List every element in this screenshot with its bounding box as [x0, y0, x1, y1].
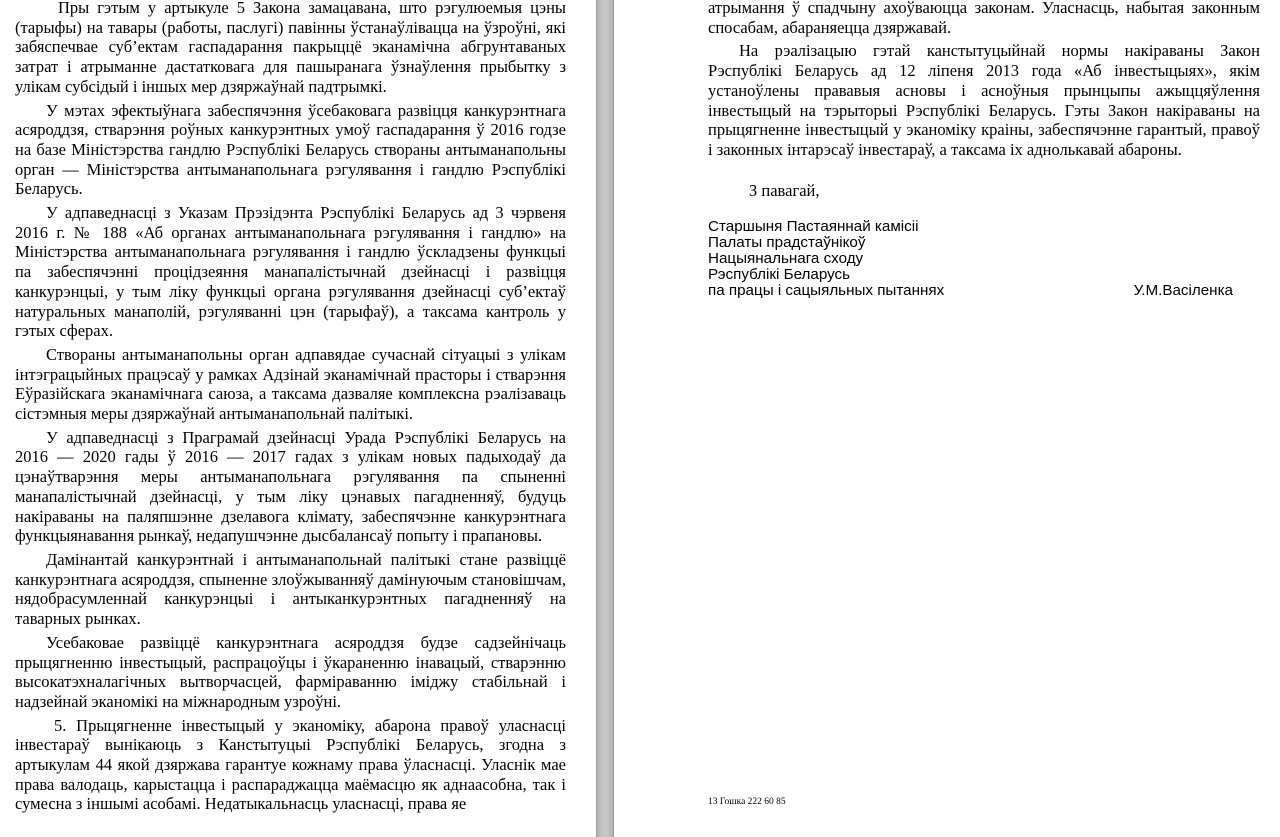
- paragraph: У адпаведнасці з Праграмай дзейнасці Урада Рэспублікі Беларусь на 2016 — 2020 гады ў 2016 — 2017 гадах з улікам новых падыходаў да цэнаўтварэння меры антыманапольнага рэгулявання па спыненні манапалістычнай дзейнасці, у тым ліку цэнавых пагадненняў, будуць накіраваны на паляпшэнне дзелавога клімату, забеспячэнне канкурэнтнага функцыянавання рынкаў, недапушчэнне дысбалансаў попыту і прапановы.: [15, 427, 566, 546]
- signature-last-line: [708, 283, 1233, 299]
- page-gutter: [596, 0, 614, 837]
- closing-salutation: З павагай,: [749, 181, 820, 200]
- paragraph: Усебаковае развіццё канкурэнтнага асяроддзя будзе садзейнічаць прыцягненню інвестыцый, распрацоўцы і ўкараненню інавацый, стварэнню высокатэхналагічных вытворчасцей, фарміраванню іміджу стабільнай і надзейнай эканомікі на міжнародным узроўні.: [15, 632, 566, 711]
- paragraph: Створаны антыманапольны орган адпавядае сучаснай сітуацыі з улікам інтэграцыйных працэсаў у рамках Адзінай эканамічнай прасторы і стварэння Еўразійскага эканамічнага саюза, а таксама дазваляе комплексна рэалізаваць сістэмныя меры дзяржаўнай антыманапольнай палітыкі.: [15, 344, 566, 424]
- signature-line: Рэспублікі Беларусь: [708, 266, 851, 283]
- paragraph: Пры гэтым у артыкуле 5 Закона замацавана, што рэгулюемыя цэны (тарыфы) на тавары (работы, паслугі) павінны ўстанаўлівацца на ўзроўні, які забяспечвае суб’ектам гаспадарання пакрыццё эканамічна абгрунтаваных затрат і атрыманне дастатковага для пашыранага ўзнаўлення прыбытку з улікам субсідый і іншых мер дзяржаўнай падтрымкі.: [15, 0, 566, 96]
- left-text-column: [15, 0, 566, 818]
- paragraph: 5. Прыцягненне інвестыцый у эканоміку, абарона правоў уласнасці інвестараў вынікаюць з Канстытуцыі Рэспублікі Беларусь, згодна з артыкулам 44 якой дзяржава гарантуе кожнаму права ўласнасці. Уласнік мае права валодаць, карыстацца і распараджацца маёмасцю як аднаасобна, так і сумесна з іншымі асобамі. Недатыкальнасць уласнасці, права яе: [15, 715, 566, 814]
- signature-line: Старшыня Пастаяннай камісіі: [708, 218, 919, 235]
- footer-note: 13 Гошка 222 60 85: [708, 797, 786, 807]
- paragraph: На рэалізацыю гэтай канстытуцыйнай нормы накіраваны Закон Рэспублікі Беларусь ад 12 ліпеня 2013 года «Аб інвестыцыях», якім устаноўлены прававыя асновы і асноўныя прынцыпы ажыццяўлення інвестыцый на тэрыторыі Рэспублікі Беларусь. Гэты Закон накіраваны на прыцягненне інвестыцый у эканоміку краіны, забеспячэнне гарантый, правоў і законных інтарэсаў інвестараў, а таксама іх аднолькавай абароны.: [708, 41, 1260, 159]
- document-page-left: [0, 0, 596, 837]
- paragraph: атрымання ў спадчыну ахоўваюцца законам. Уласнасць, набытая законным спосабам, абараняецца дзяржавай.: [708, 0, 1260, 37]
- document-page-right: [614, 0, 1280, 837]
- signature-block: [708, 219, 1233, 299]
- signer-name: У.М.Васіленка: [1133, 282, 1233, 299]
- paragraph: У адпаведнасці з Указам Прэзідэнта Рэспублікі Беларусь ад 3 чэрвеня 2016 г. № 188 «Аб органах антыманапольнага рэгулявання і гандлю» на Міністэрства антыманапольнага рэгулявання і гандлю ўскладзены функцыі па забеспячэнні процідзеяння манапалістычнай дзейнасці і развіцця канкурэнцыі, у тым ліку функцыі органа рэгулявання дзейнасці суб’ектаў натуральных манаполій, рэгуляванні цэн (тарыфаў), а таксама кантроль у гэтых сферах.: [15, 203, 566, 341]
- signature-title: па працы і сацыяльных пытаннях: [708, 282, 945, 299]
- right-text-column: [708, 0, 1260, 164]
- paragraph: Дамінантай канкурэнтнай і антыманапольнай палітыкі стане развіццё канкурэнтнага асяроддзя, спыненне злоўжыванняў дамінуючым становішчам, нядобрасумленнай канкурэнцыі і антыканкурэнтных пагадненняў на таварных рынках.: [15, 549, 566, 629]
- paragraph: У мэтах эфектыўнага забеспячэння ўсебаковага развіцця канкурэнтнага асяроддзя, стварэння роўных канкурэнтных умоў гаспадарання ў 2016 годзе на базе Міністэрства гандлю Рэспублікі Беларусь створаны антыманапольны орган — Міністэрства антыманапольнага рэгулявання і гандлю Рэспублікі Беларусь.: [15, 100, 566, 199]
- signature-line: Палаты прадстаўнікоў: [708, 234, 866, 251]
- signature-line: Нацыянальнага сходу: [708, 250, 864, 267]
